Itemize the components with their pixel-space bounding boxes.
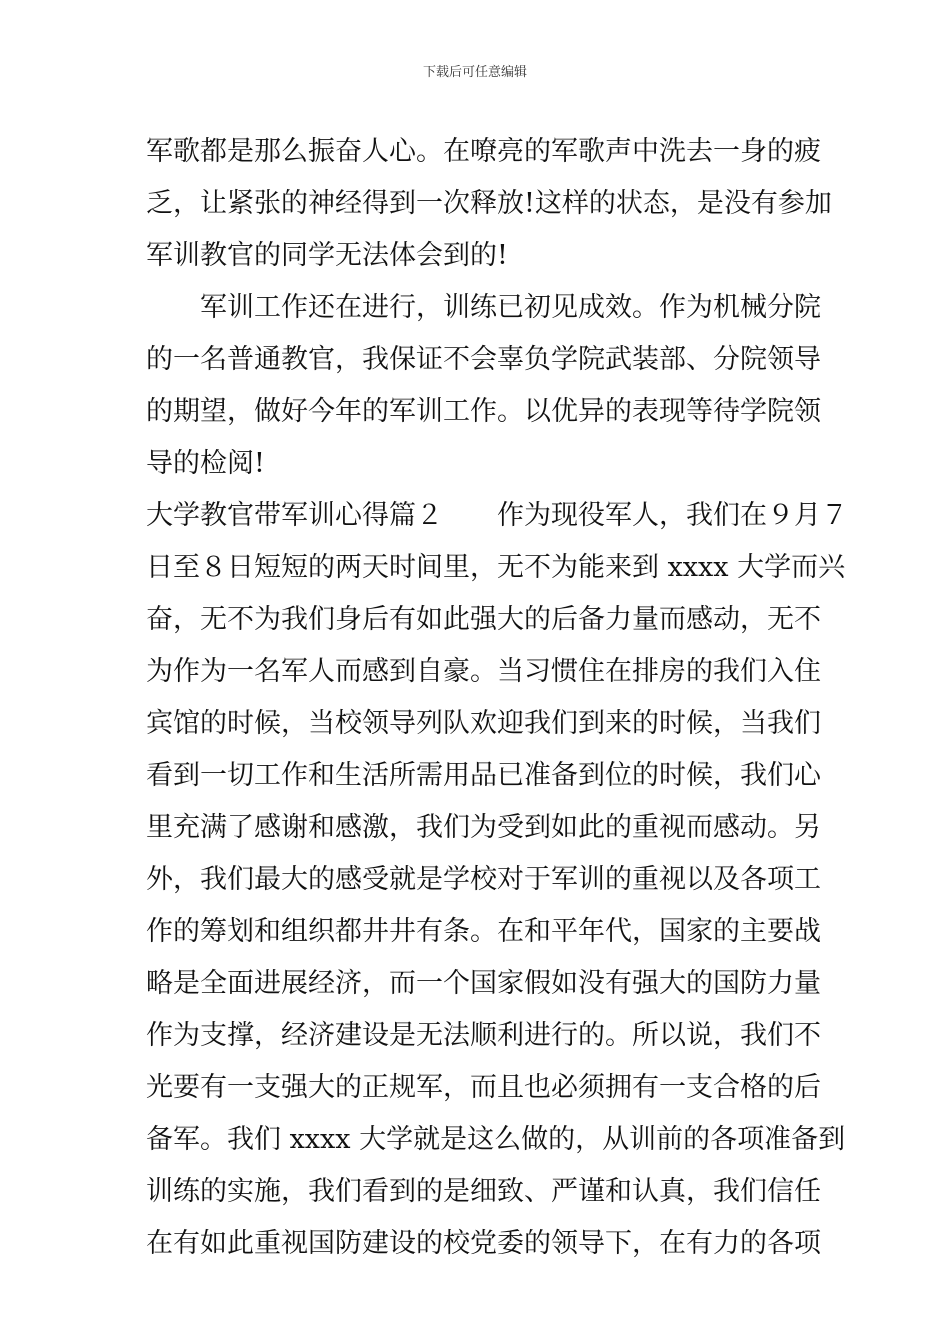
text-line: 训练的实施，我们看到的是细致、严谨和认真，我们信任 [146,1176,821,1207]
text-line: 看到一切工作和生活所需用品已准备到位的时候，我们心 [146,760,821,791]
text-line: 的一名普通教官，我保证不会辜负学院武装部、分院领导 [146,344,821,375]
text-line: 略是全面进展经济，而一个国家假如没有强大的国防力量 [146,968,821,999]
text-line: 军训教官的同学无法体会到的! [146,240,508,271]
text-line: 为作为一名军人而感到自豪。当习惯住在排房的我们入住 [146,656,821,687]
text-line: 导的检阅! [146,448,265,479]
text-line: 宾馆的时候，当校领导列队欢迎我们到来的时候，当我们 [146,708,821,739]
text-line: 军歌都是那么振奋人心。在嘹亮的军歌声中洗去一身的疲 [146,136,821,167]
document-body [146,126,848,1270]
text-line-heading: 大学教官带军训心得篇２ 作为现役军人，我们在９月７ [146,500,848,531]
text-line: 奋，无不为我们身后有如此强大的后备力量而感动，无不 [146,604,821,635]
text-line: 光要有一支强大的正规军，而且也必须拥有一支合格的后 [146,1072,821,1103]
text-line: 军训工作还在进行，训练已初见成效。作为机械分院 [146,292,821,323]
text-line: 里充满了感谢和感激，我们为受到如此的重视而感动。另 [146,812,821,843]
text-line: 日至８日短短的两天时间里，无不为能来到 xxxx 大学而兴 [146,552,846,583]
text-line: 乏，让紧张的神经得到一次释放!这样的状态，是没有参加 [146,188,832,219]
text-line: 在有如此重视国防建设的校党委的领导下，在有力的各项 [146,1228,821,1259]
page-header: 下载后可任意编辑 [422,65,527,80]
text-line: 备军。我们 xxxx 大学就是这么做的，从训前的各项准备到 [146,1124,846,1155]
text-line: 作的筹划和组织都井井有条。在和平年代，国家的主要战 [146,916,821,947]
text-line: 外，我们最大的感受就是学校对于军训的重视以及各项工 [146,864,821,895]
text-line: 的期望，做好今年的军训工作。以优异的表现等待学院领 [146,396,821,427]
text-line: 作为支撑，经济建设是无法顺利进行的。所以说，我们不 [146,1020,821,1051]
